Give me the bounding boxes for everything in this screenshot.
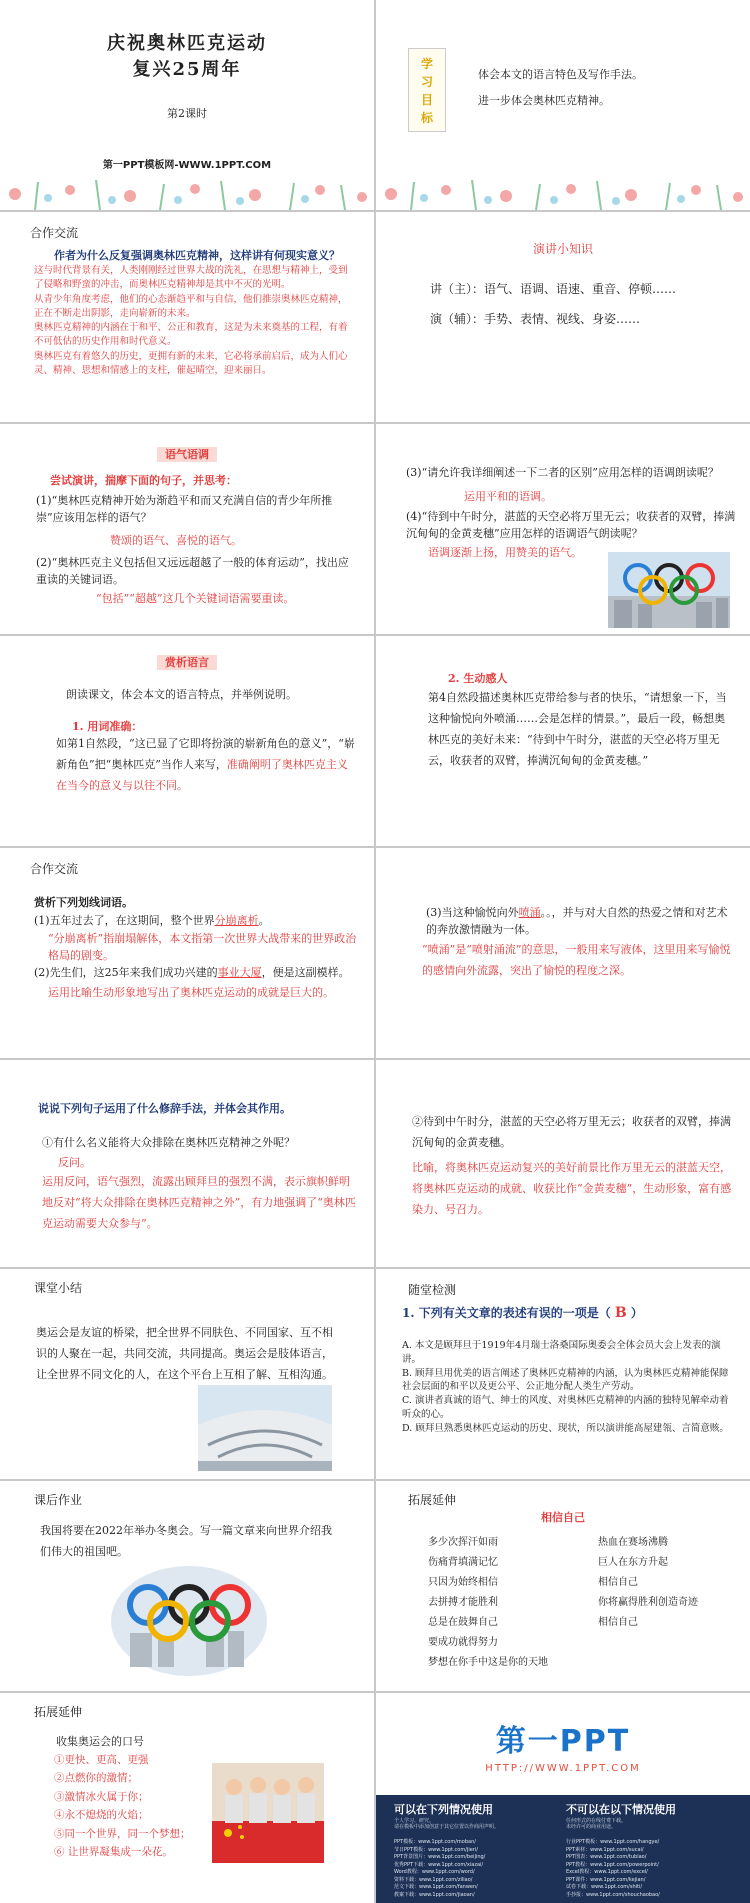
ad-link[interactable]: PPT教程：www.1ppt.com/powerpoint/ <box>566 1861 659 1868</box>
slide-vivid-language <box>376 636 750 846</box>
slogan: ⑥ 让世界凝集成一朵花。 <box>54 1845 173 1858</box>
tone-q4: (4)“待到中午时分，湛蓝的天空必将万里无云；收获者的双臂，捧满沉甸甸的金黄麦穗”应用怎样的语调语气朗读呢？ <box>406 510 736 541</box>
ad-link[interactable]: 教案下载：www.1ppt.com/jiaoan/ <box>394 1891 475 1898</box>
rhetoric-a2: 比喻，将奥林匹克运动复兴的美好前景比作万里无云的湛蓝天空，将奥林匹克运动的成就、收获比作“金黄麦穗”，生动形象，富有感染力、号召力。 <box>412 1161 732 1216</box>
slide-cooperation-2 <box>0 848 374 1058</box>
tone-a4: 语调逐渐上扬，用赞美的语气。 <box>428 546 582 559</box>
section-heading: 合作交流 <box>30 862 79 876</box>
exercise-2-word: 事业大厦 <box>217 966 262 979</box>
ad-link[interactable]: 节日PPT模板：www.1ppt.com/jieri/ <box>394 1846 478 1853</box>
exercise-3-word: 喷涌 <box>518 906 541 919</box>
ad-links-left[interactable] <box>394 1839 562 1899</box>
olympic-rings-photo <box>608 552 730 628</box>
ad-link[interactable]: 范文下载：www.1ppt.com/fanwen/ <box>394 1884 478 1890</box>
objective-1: 体会本文的语言特色及写作手法。 <box>478 68 643 81</box>
answer-line: 从青少年角度考虑，他们的心态渐趋平和与自信，他们推崇奥林匹克精神，正在不断走出阴影，走向崭新的未来。 <box>34 293 348 319</box>
flower-border-decoration <box>376 172 750 210</box>
slide-extension-poem <box>376 1481 750 1691</box>
slide-tone-2 <box>376 424 750 634</box>
exercise-1 <box>34 912 364 929</box>
poem-title: 相信自己 <box>541 1511 585 1524</box>
stadium-photo <box>198 1385 332 1471</box>
poem-line: 只因为始终相信 <box>428 1577 498 1588</box>
poem-line: 你将赢得胜利创造奇迹 <box>598 1597 698 1608</box>
badge-char: 学 <box>420 57 433 71</box>
slide-rhetoric <box>0 1060 374 1267</box>
ad-link[interactable]: PPT图表：www.1ppt.com/tubiao/ <box>566 1854 647 1860</box>
ad-link[interactable]: 手抄报：www.1ppt.com/shouchaobao/ <box>566 1891 660 1898</box>
answer-line: 奥林匹克精神的内涵在于和平、公正和教育，这是为未来奠基的工程，有着不可低估的历史作用和时代意义。 <box>34 322 348 348</box>
ad-link[interactable]: 试卷下载：www.1ppt.com/shiti/ <box>566 1884 643 1890</box>
objectives-badge <box>408 48 446 132</box>
slide-slogans <box>0 1693 374 1903</box>
answer-line: 这与时代背景有关，人类刚刚经过世界大战的洗礼，在思想与精神上，受到了侵略和野蛮的冲击，而奥林匹克精神却是其中不灭的光明。 <box>34 265 348 291</box>
slogan: ③激情冰火属于你； <box>54 1790 149 1803</box>
exercise-3-text: (3)当这种愉悦向外 <box>426 906 519 919</box>
ad-link[interactable]: 资料下载：www.1ppt.com/ziliao/ <box>394 1876 473 1883</box>
section-heading: 拓展延伸 <box>408 1493 457 1507</box>
poem-line: 梦想在你手中这是你的天地 <box>428 1657 548 1668</box>
slide-summary <box>0 1269 374 1479</box>
ad-link[interactable]: PPT素材：www.1ppt.com/sucai/ <box>566 1846 644 1853</box>
ad-allowed-heading: 可以在下列情况使用 <box>394 1803 493 1816</box>
exercise-title: 赏析下列划线词语。 <box>34 896 133 909</box>
slide-objectives <box>376 0 750 210</box>
ad-forbidden-text <box>566 1818 626 1831</box>
badge-char: 标 <box>420 111 433 125</box>
poem-line: 总是在鼓舞自己 <box>428 1617 498 1628</box>
homework-text: 我国将要在2022年举办冬奥会。写一篇文章来向世界介绍我们伟大的祖国吧。 <box>40 1524 332 1558</box>
flower-border-decoration <box>0 172 374 210</box>
exercise-1-end: 。 <box>258 914 270 927</box>
ppt-logo: 第一PPT <box>495 1724 631 1759</box>
section-heading: 随堂检测 <box>408 1283 457 1297</box>
poem-line: 巨人在东方升起 <box>598 1557 668 1568</box>
ad-line: 个人学习、研究。 <box>394 1818 435 1824</box>
quiz-option: C. 演讲者真诚的语气、绅士的风度、对奥林匹克精神的内涵的独特见解牵动着听众的心。 <box>402 1395 729 1420</box>
tone-a2: “包括”“超越”这几个关键词语需要重读。 <box>96 592 295 605</box>
slogans-title: 收集奥运会的口号 <box>56 1735 144 1748</box>
point-1-text <box>56 734 356 797</box>
slogan: ⑤同一个世界，同一个梦想； <box>54 1827 191 1840</box>
exercise-2 <box>34 964 364 981</box>
exercise-1-answer: “分崩离析”指崩塌解体，本文指第一次世界大战带来的世界政治格局的剧变。 <box>48 932 357 963</box>
ad-link[interactable]: Word教程：www.1ppt.com/word/ <box>394 1869 475 1875</box>
ad-line: 任何形式的在线付费下载。 <box>566 1818 627 1824</box>
point-1-analysis: 准确阐明了奥林匹克主义在当今的意义与以往不同。 <box>56 757 348 792</box>
tone-q3: (3)“请允许我详细阐述一下二者的区别”应用怎样的语调朗读呢？ <box>406 466 719 479</box>
quiz-question <box>402 1303 643 1325</box>
slogan: ④永不熄烧的火焰； <box>54 1809 149 1822</box>
slogan: ②点燃你的激情； <box>54 1772 138 1785</box>
exercise-2-text: (2)先生们，这25年来我们成功兴建的 <box>34 966 218 979</box>
title-line2: 复兴25周年 <box>132 59 242 80</box>
rhetoric-q2: ②待到中午时分，湛蓝的天空必将万里无云；收获者的双臂，捧满沉甸甸的金黄麦穗。 <box>412 1115 731 1149</box>
slide-tone <box>0 424 374 634</box>
ad-line: 未经许可的商业用途。 <box>566 1824 617 1831</box>
exercise-3-answer: “喷涌”是“喷射涌流”的意思，一般用来写液体，这里用来写愉悦的感情向外流露，突出了愉悦的程度之深。 <box>422 943 731 977</box>
ad-link[interactable]: Excel教程：www.1ppt.com/excel/ <box>566 1869 648 1875</box>
tone-q2: (2)“奥林匹克主义包括但又远远超越了一般的体育运动”，找出应重读的关键词语。 <box>36 556 349 587</box>
point-2-text: 第4自然段描述奥林匹克带给参与者的快乐，“请想象一下，当这种愉悦向外喷涌……会是怎样的情景。”，最后一段，畅想奥林匹克的美好未来：“待到中午时分，湛蓝的天空必将万里无云，收获者的双臂，捧满沉甸甸的金黄麦穗。” <box>428 691 727 767</box>
poem-line: 伤痛背填满记忆 <box>428 1557 498 1568</box>
ad-link[interactable]: PPT背景图片：www.1ppt.com/beijing/ <box>394 1854 486 1860</box>
quiz-option: B. 顾拜旦用优美的语言阐述了奥林匹克精神的内涵，认为奥林匹克精神能保障社会层面的和平以及更公平、公正地分配人类生产劳动。 <box>402 1367 729 1393</box>
poem-line: 相信自己 <box>598 1577 638 1588</box>
appreciate-instruction: 朗读课文，体会本文的语言特点，并举例说明。 <box>66 688 297 701</box>
quiz-option: A. 本文是顾拜旦于1919年4月瑞士洛桑国际奥委会全体会员大会上发表的演讲。 <box>402 1340 721 1365</box>
tone-title: 语气语调 <box>157 447 217 462</box>
ad-link[interactable]: PPT模板：www.1ppt.com/moban/ <box>394 1839 476 1845</box>
poem-line: 相信自己 <box>598 1617 638 1628</box>
ad-footer <box>376 1795 750 1903</box>
appreciate-title: 赏析语言 <box>157 655 217 670</box>
slide-appreciate-language <box>0 636 374 846</box>
ad-forbidden-heading: 不可以在以下情况使用 <box>566 1803 676 1816</box>
rhetoric-a1: 运用反问，语气强烈，流露出顾拜旦的强烈不满，表示旗帜鲜明地反对“将大众排除在奥林匹克精神之外”，有力地强调了“奥林匹克运动需要大众参与”。 <box>42 1175 356 1230</box>
section-heading: 拓展延伸 <box>34 1705 83 1719</box>
ad-allowed-text <box>394 1818 499 1831</box>
rhetoric-q1: ①有什么名义能将大众排除在奥林匹克精神之外呢？ <box>42 1136 295 1149</box>
tone-instruction: 尝试演讲，揣摩下面的句子，并思考： <box>50 474 237 487</box>
poem-line: 热血在赛场沸腾 <box>598 1537 668 1548</box>
lesson-number: 第2课时 <box>167 107 207 120</box>
ad-links-right[interactable] <box>566 1839 736 1899</box>
slogans-list <box>54 1751 191 1861</box>
objective-2: 进一步体会奥林匹克精神。 <box>478 94 610 107</box>
ppt-url: HTTP://WWW.1PPT.COM <box>485 1763 641 1774</box>
exercise-1-word: 分崩离析 <box>214 914 259 927</box>
slide-speech-tips <box>376 212 750 422</box>
athletes-flag-photo <box>212 1763 324 1863</box>
quiz-options <box>402 1339 732 1435</box>
site-credit: 第一PPT模板网-WWW.1PPT.COM <box>102 160 272 171</box>
quiz-option: D. 顾拜旦熟悉奥林匹克运动的历史、现状，所以演讲能高屋建瓴、言简意赅。 <box>402 1422 729 1434</box>
slide-ppt-ad <box>376 1693 750 1903</box>
slide-title <box>0 0 374 210</box>
exercise-2-end: ，便是这副模样。 <box>261 966 350 979</box>
tone-a3: 运用平和的语调。 <box>464 490 552 503</box>
tips-title: 演讲小知识 <box>532 242 593 256</box>
section-heading: 课堂小结 <box>34 1281 83 1295</box>
tone-q1: (1)“奥林匹克精神开始为渐趋平和而又充满自信的青少年所推崇”应该用怎样的语气？ <box>36 494 333 525</box>
rhetoric-a1-label: 反问。 <box>58 1156 91 1169</box>
ad-line: 请在模板中添加创意于其它位置以作商用声明。 <box>394 1824 500 1831</box>
exercise-2-answer: 运用比喻生动形象地写出了奥林匹克运动的成就是巨大的。 <box>48 986 334 999</box>
slide-homework <box>0 1481 374 1691</box>
slide-cooperation-1 <box>0 212 374 422</box>
point-1-quote: 如第1自然段，“这已显了它即将扮演的崭新角色的意义”，“崭新角色”把“奥林匹克”当作人来写， <box>56 737 355 771</box>
slogan: ①更快、更高、更强 <box>54 1754 149 1766</box>
ad-link[interactable]: 优秀PPT下载：www.1ppt.com/xiazai/ <box>394 1861 484 1868</box>
exercise-3 <box>426 904 736 938</box>
quiz-question-text: 1. 下列有关文章的表述有误的一项是（ <box>402 1306 615 1320</box>
exercise-3-end: 。。，并与对大自然的热爱之情和对艺术的奔放激情融为一体。 <box>426 906 728 937</box>
slide-cooperation-3 <box>376 848 750 1058</box>
answer-paragraph <box>34 264 356 378</box>
answer-line: 奥林匹克有着悠久的历史，更拥有新的未来，它必将承前启后，成为人们心灵、精神、思想和情感上的支柱，催起晴空，迎来丽日。 <box>34 350 348 376</box>
badge-char: 习 <box>420 75 433 89</box>
poem-line: 多少次挥汗如雨 <box>428 1537 498 1548</box>
ad-link[interactable]: PPT课件：www.1ppt.com/kejian/ <box>566 1876 646 1883</box>
summary-text: 奥运会是友谊的桥梁，把全世界不同肤色、不同国家、互不相识的人聚在一起，共同交流，共同提高。奥运会是肢体语言，让全世界不同文化的人，在这个平台上互相了解、互相沟通。 <box>36 1326 333 1381</box>
poem-column-left <box>428 1533 578 1673</box>
tone-a1: 赞颂的语气、喜悦的语气。 <box>110 534 242 547</box>
slide-rhetoric-2 <box>376 1060 750 1267</box>
title-line1: 庆祝奥林匹克运动 <box>107 33 267 54</box>
point-2-title: 2. 生动感人 <box>448 672 508 685</box>
slide-quiz <box>376 1269 750 1479</box>
quiz-question-end: ） <box>626 1306 643 1320</box>
ad-link[interactable]: 行业PPT模板：www.1ppt.com/hangye/ <box>566 1839 660 1845</box>
poem-line: 去拼搏才能胜利 <box>428 1597 498 1608</box>
tips-line-2: 演（辅）：手势、表情、视线、身姿…… <box>430 312 641 326</box>
question: 作者为什么反复强调奥林匹克精神，这样讲有何现实意义？ <box>54 249 340 262</box>
exercise-1-text: (1)五年过去了，在这期间，整个世界 <box>34 914 215 927</box>
rhetoric-question: 说说下列句子运用了什么修辞手法，并体会其作用。 <box>38 1102 291 1115</box>
point-1-title: 1. 用词准确： <box>72 720 143 733</box>
section-heading: 合作交流 <box>30 226 79 240</box>
section-heading: 课后作业 <box>34 1493 83 1507</box>
poem-column-right <box>598 1533 738 1633</box>
tips-line-1: 讲（主）：语气、语调、语速、重音、停顿…… <box>430 282 677 296</box>
badge-char: 目 <box>420 93 433 107</box>
poem-line: 要成功就得努力 <box>428 1637 498 1648</box>
olympic-rings-photo <box>110 1565 268 1677</box>
quiz-answer: B <box>614 1305 627 1321</box>
